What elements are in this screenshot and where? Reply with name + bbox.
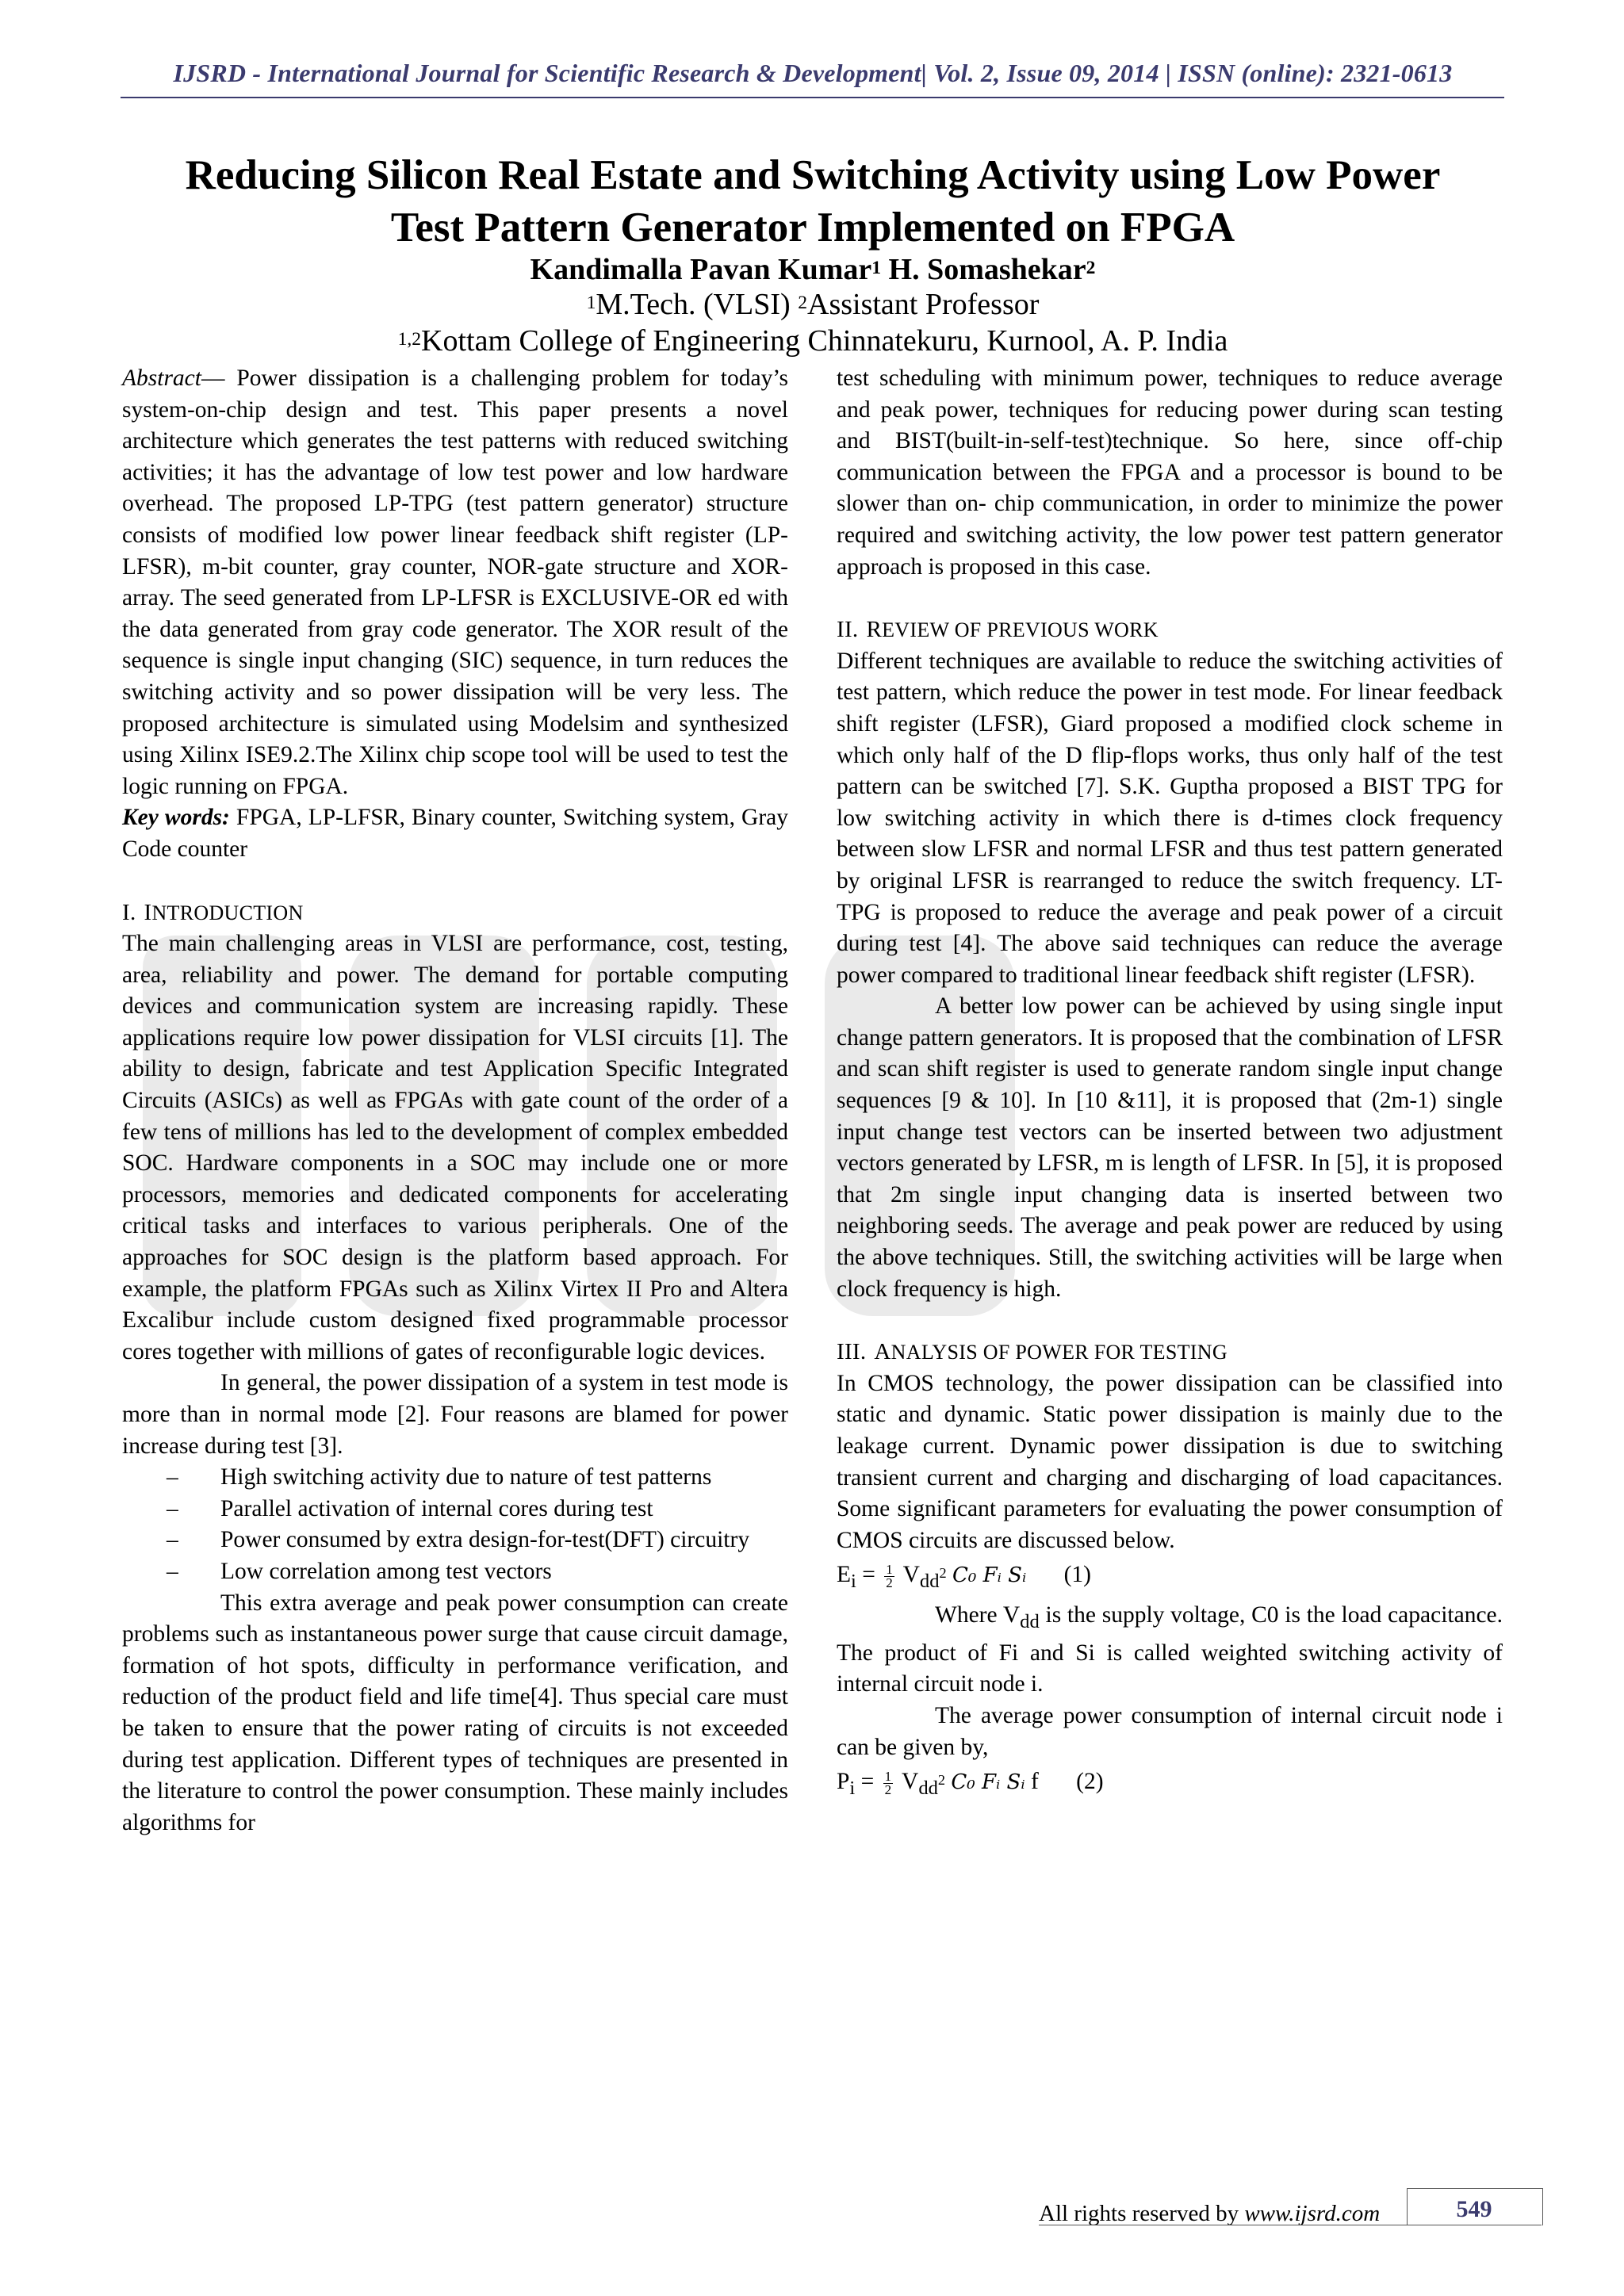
spacer [837,1305,1503,1337]
authors [119,252,1507,287]
journal-header: IJSRD - International Journal for Scientific Research & Development| Vol. 2, Issue 09, 2014 | ISSN (online): 2321-0613 [173,59,1453,87]
affiliation-college [119,323,1507,358]
list-item: – Parallel activation of internal cores during test [220,1494,788,1525]
author-1-sup: 1 [871,258,882,278]
intro-paragraph-2: In general, the power dissipation of a system in test mode is more than in normal mode [2]. Four reasons are blamed for power increase during test [3]. [122,1370,788,1459]
section-heading-review: II. REVIEW OF PREVIOUS WORK [837,617,1159,643]
left-column [122,363,788,1839]
keywords [122,802,788,865]
footer-url[interactable]: www.ijsrd.com [1244,2201,1381,2226]
review-paragraph-1: Different techniques are available to reduce the switching activities of test pattern, which reduce the power in test mode. For linear feedback shift register (LFSR), Giard proposed a modified clock scheme in which only half of the D flip-flops works, thus only half of the test pattern can be switched [7]. S.K. Guptha proposed a BIST TPG for low switching activity in which there is d-times clock frequency between slow LFSR and normal LFSR and thus test pattern generated by original LFSR is rearranged to reduce the switch frequency. LT-TPG is proposed to reduce the average and peak power of a circuit during test [4]. The above said techniques can reduce the average power compared to traditional linear feedback shift register (LFSR). [837,648,1503,988]
equation-2-number: (2) [1076,1769,1104,1795]
affil-role-1: M.Tech. (VLSI) [596,288,799,321]
abstract [122,363,788,802]
equation-1: $E_i$ = $\frac{1}{2}$ $V_{dd}^2$ C₀ Fᵢ Sᵢ (1) [837,1562,1091,1593]
title-line-2: Test Pattern Generator Implemented on FPGA [390,205,1235,251]
paper-title [119,149,1507,254]
title-line-1: Reducing Silicon Real Estate and Switching Activity using Low Power [185,152,1441,198]
affil-sup-2: 2 [798,293,807,313]
affil-college: Kottam College of Engineering Chinnatekuru, Kurnool, A. P. India [421,324,1228,358]
abstract-label: Abstract [122,365,201,391]
header-rule [121,97,1504,98]
spacer [122,866,788,897]
list-item: – Power consumed by extra design-for-test(DFT) circuitry [220,1525,788,1556]
list-item: – Low correlation among test vectors [220,1556,788,1588]
reasons-list [122,1462,788,1587]
intro-paragraph-3: This extra average and peak power consumption can create problems such as instantaneous power surge that cause circuit damage, formation of hot spots, difficulty in performance verification, and reduction of the product field and life time[4]. Thus special care must be taken to ensure that the power rating of circuits is not exceeded during test application. Different types of techniques are presented in the literature to control the power consumption. These mainly includes algorithms for [122,1590,788,1835]
equation-2: $P_i$ = $\frac{1}{2}$ $V_{dd}^2$ C₀ Fᵢ Sᵢ f (2) [837,1768,1104,1800]
affil-sup-1: 1 [586,293,596,313]
author-1: Kandimalla Pavan Kumar [530,253,872,286]
right-column [837,363,1503,1807]
affiliation-roles [119,287,1507,322]
page-number: 549 [1456,2196,1492,2222]
analysis-paragraph-3: The average power consumption of internal circuit node i can be given by, [837,1702,1503,1760]
footer-rights: All rights reserved by www.ijsrd.com [1039,2201,1381,2226]
author-2-sup: 2 [1086,258,1096,278]
intro-paragraph-3-continued: test scheduling with minimum power, techniques to reduce average and peak power, techniques for reducing power during scan testing and BIST(built-in-self-test)technique. So here, since off-chip communication between the FPGA and a processor is bound to be slower than on- chip communication, in order to minimize the power required and switching activity, the low power test pattern generator approach is proposed in this case. [837,365,1503,580]
intro-paragraph-1: The main challenging areas in VLSI are performance, cost, testing, area, reliability and power. The demand for portable computing devices and communication system are increasing rapidly. These applications require low power dissipation for VLSI circuits [1]. The ability to design, fabricate and test Application Specific Integrated Circuits (ASICs) as well as FPGAs with gate count of the order of a few tens of millions has led to the development of complex embedded SOC. Hardware components in a SOC may include one or more processors, memories and dedicated components for accelerating critical tasks and interfaces to various peripherals. One of the approaches for SOC design is the platform based approach. For example, the platform FPGAs such as Xilinx Virtex II Pro and Altera Excalibur include custom designed fixed programmable processor cores together with millions of gates of reconfigurable logic devices. [122,931,788,1364]
affil-role-2: Assistant Professor [807,288,1040,321]
equation-1-number: (1) [1063,1562,1091,1588]
analysis-paragraph-2: Where $V_{dd}$ is the supply voltage, C0 is the load capacitance. The product of Fi and Si is called weighted switching activity of internal circuit node i. [837,1602,1503,1697]
spacer [837,583,1503,614]
keywords-label: Key words: [122,805,230,831]
author-2: H. Somashekar [888,253,1086,286]
keywords-text: FPGA, LP-LFSR, Binary counter, Switching system, Gray Code counter [122,805,788,862]
list-item: – High switching activity due to nature of test patterns [220,1462,788,1494]
analysis-paragraph-1: In CMOS technology, the power dissipation can be classified into static and dynamic. Static power dissipation is mainly due to the leakage current. Dynamic power dissipation is due to switching transient current and charging and discharging of load capacitances. Some significant parameters for evaluating the power consumption of CMOS circuits are discussed below. [837,1370,1503,1553]
review-paragraph-2: A better low power can be achieved by using single input change pattern generators. It is proposed that the combination of LFSR and scan shift register is used to generate random single input change sequences [9 & 10]. In [10 &11], it is proposed that (2m-1) single input change test vectors can be inserted between two adjustment vectors generated by LFSR, m is length of LFSR. In [5], it is proposed that 2m single input changing data is inserted between two neighboring seeds. The average and peak power are reduced by using the above techniques. Still, the switching activities will be large when clock frequency is high. [837,993,1503,1302]
section-heading-analysis: III. ANALYSIS OF POWER FOR TESTING [837,1339,1228,1365]
affil-sup-12: 1,2 [397,329,422,350]
section-heading-introduction: I. INTRODUCTION [122,899,304,925]
abstract-text: — Power dissipation is a challenging problem for today’s system-on-chip design and test. This paper presents a novel architecture which generates the test patterns with reduced switching activities; it has the advantage of low test power and low hardware overhead. The proposed LP-TPG (test pattern generator) structure consists of modified low power linear feedback shift register (LP-LFSR), m-bit counter, gray counter, NOR-gate structure and XOR-array. The seed generated from LP-LFSR is EXCLUSIVE-OR ed with the data generated from gray code generator. The XOR result of the sequence is single input changing (SIC) sequence, in turn reduces the switching activity and so power dissipation will be very less. The proposed architecture is simulated using Modelsim and synthesized using Xilinx ISE9.2.The Xilinx chip scope tool will be used to test the logic running on FPGA. [122,365,788,799]
